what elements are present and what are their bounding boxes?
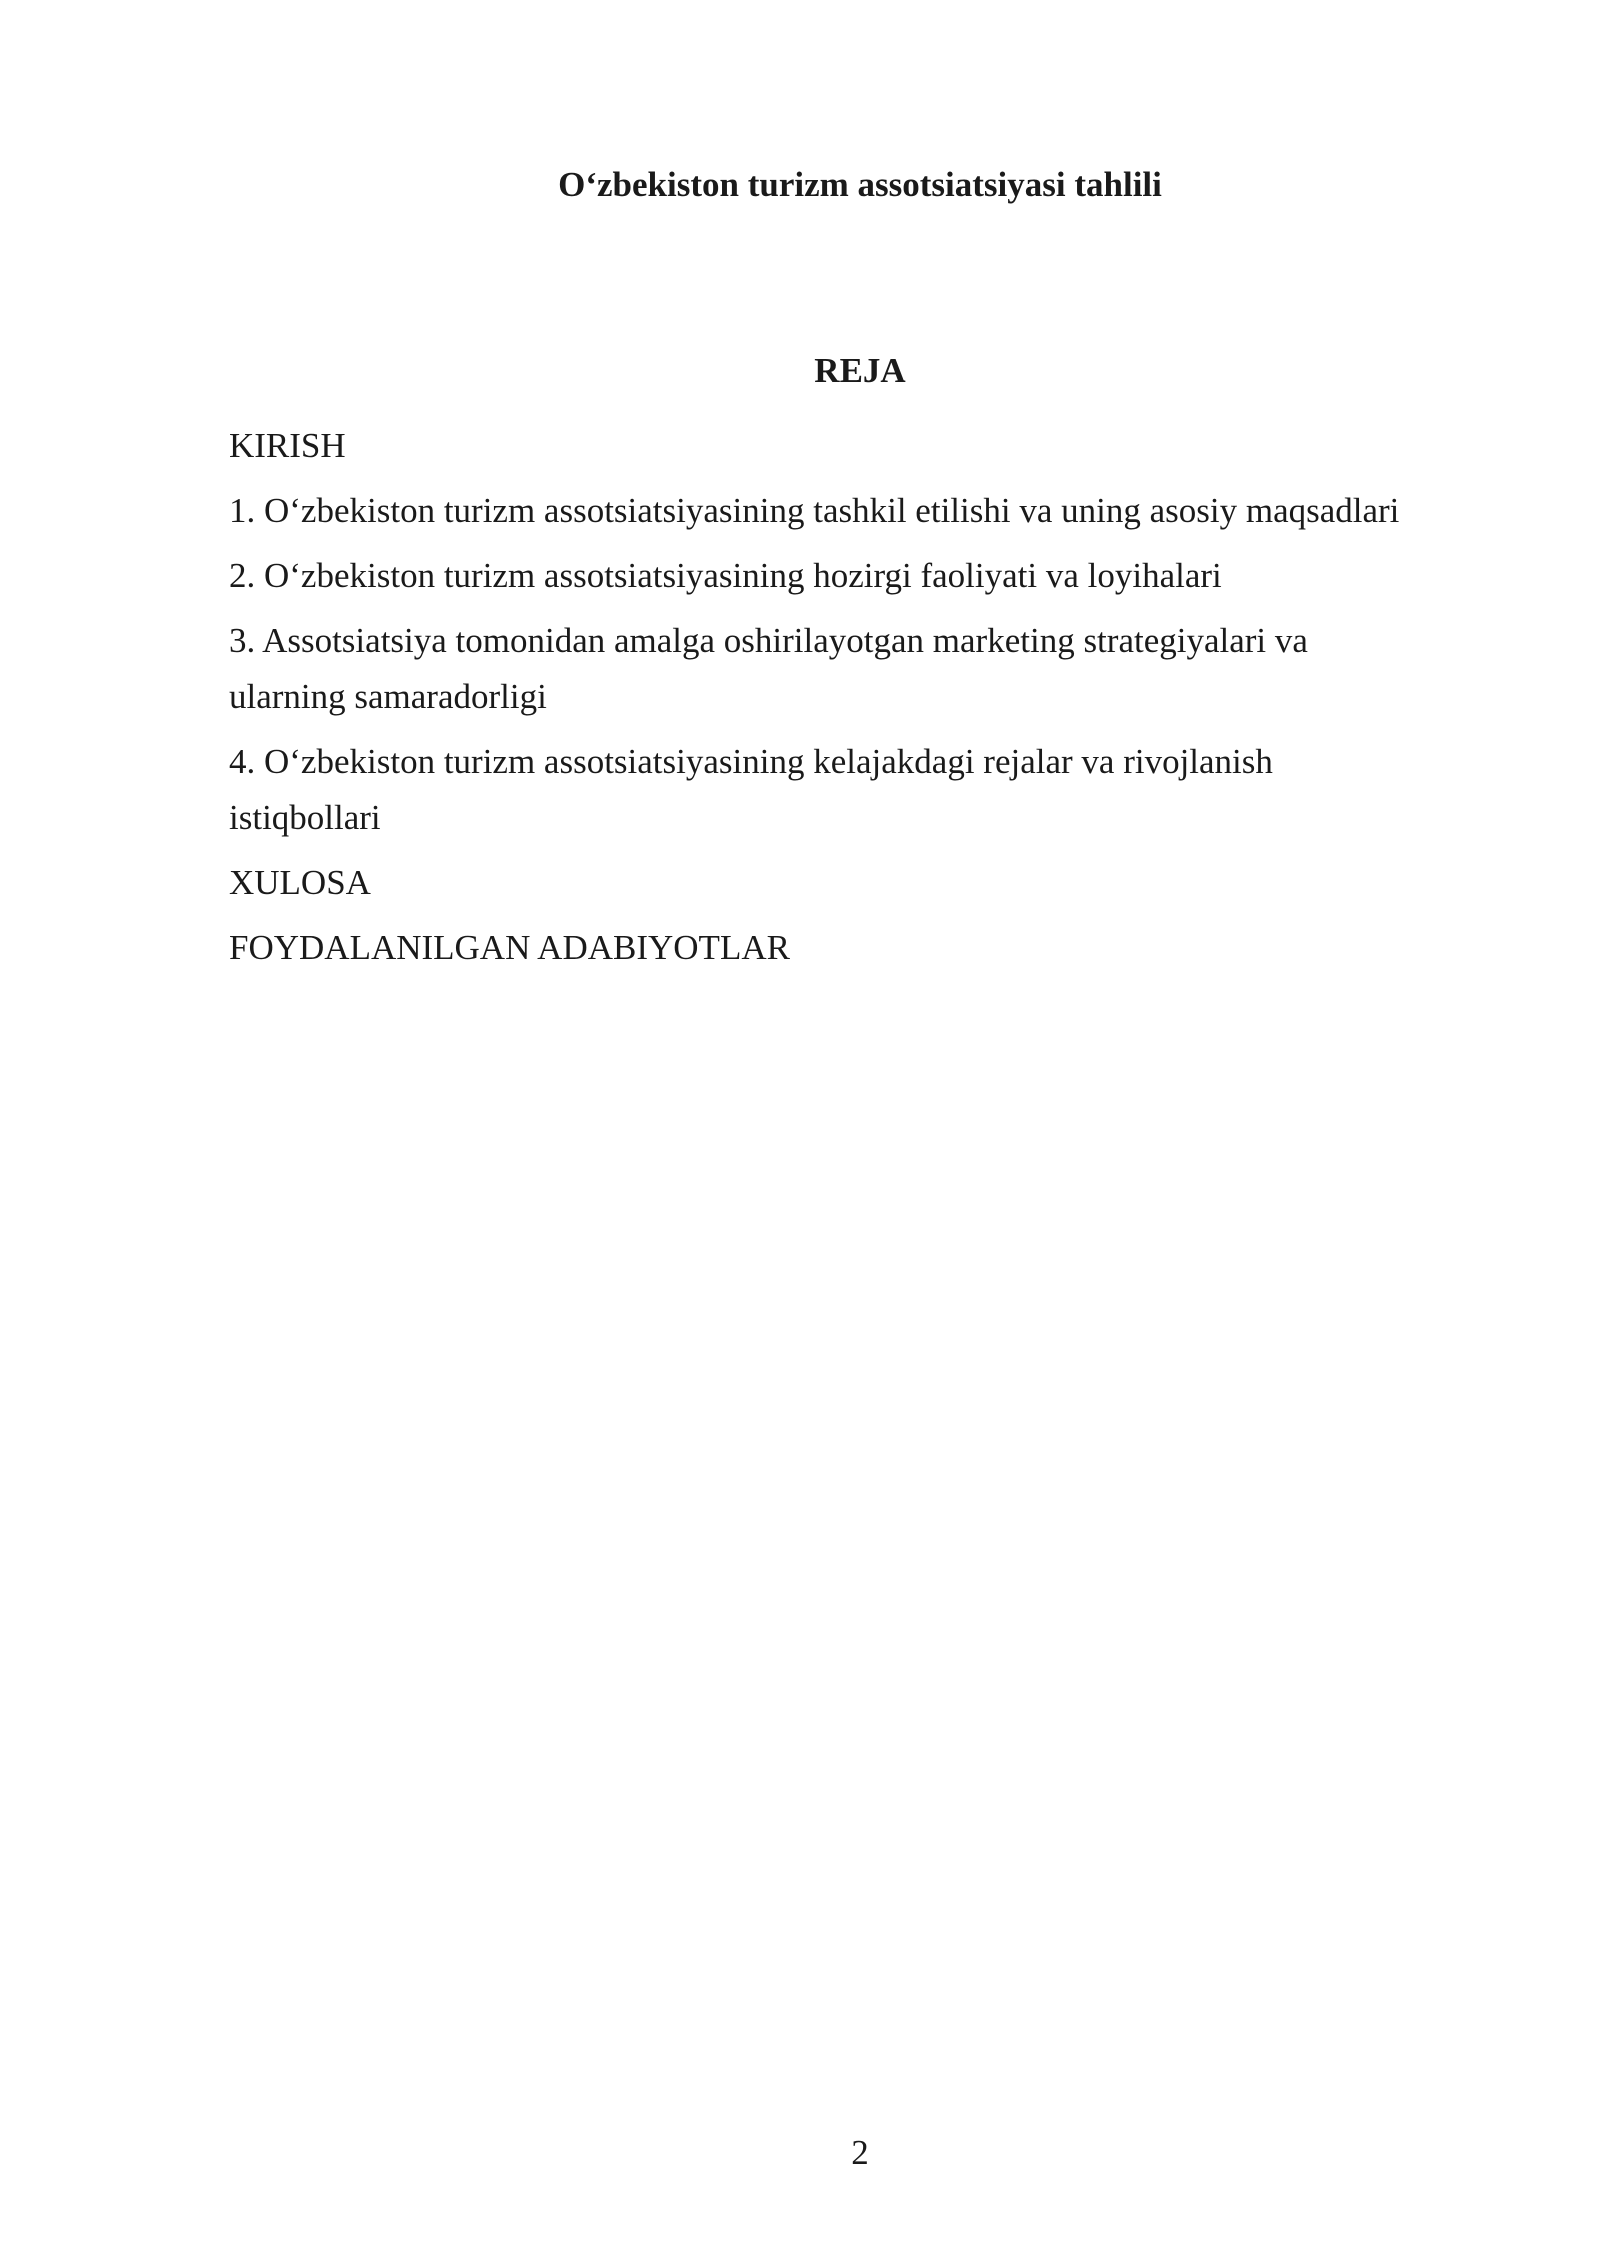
toc-item-2: 2. O‘zbekiston turizm assotsiatsiyasining hozirgi faoliyati va loyihalari (229, 556, 1222, 595)
toc-item-1: 1. O‘zbekiston turizm assotsiatsiyasining tashkil etilishi va uning asosiy maqsadlari (229, 491, 1400, 530)
toc-item-introduction: KIRISH (229, 426, 346, 465)
toc-item-4: 4. O‘zbekiston turizm assotsiatsiyasining kelajakdagi rejalar va rivojlanish istiqbollari (229, 742, 1273, 837)
toc-item-conclusion: XULOSA (229, 863, 371, 902)
toc-item-references: FOYDALANILGAN ADABIYOTLAR (229, 928, 790, 967)
page-number: 2 (851, 2133, 869, 2172)
document-title: O‘zbekiston turizm assotsiatsiyasi tahlili (558, 165, 1162, 204)
table-of-contents (229, 418, 1409, 985)
plan-heading: REJA (814, 351, 906, 390)
toc-item-3: 3. Assotsiatsiya tomonidan amalga oshirilayotgan marketing strategiyalari va ularning samaradorligi (229, 621, 1308, 716)
